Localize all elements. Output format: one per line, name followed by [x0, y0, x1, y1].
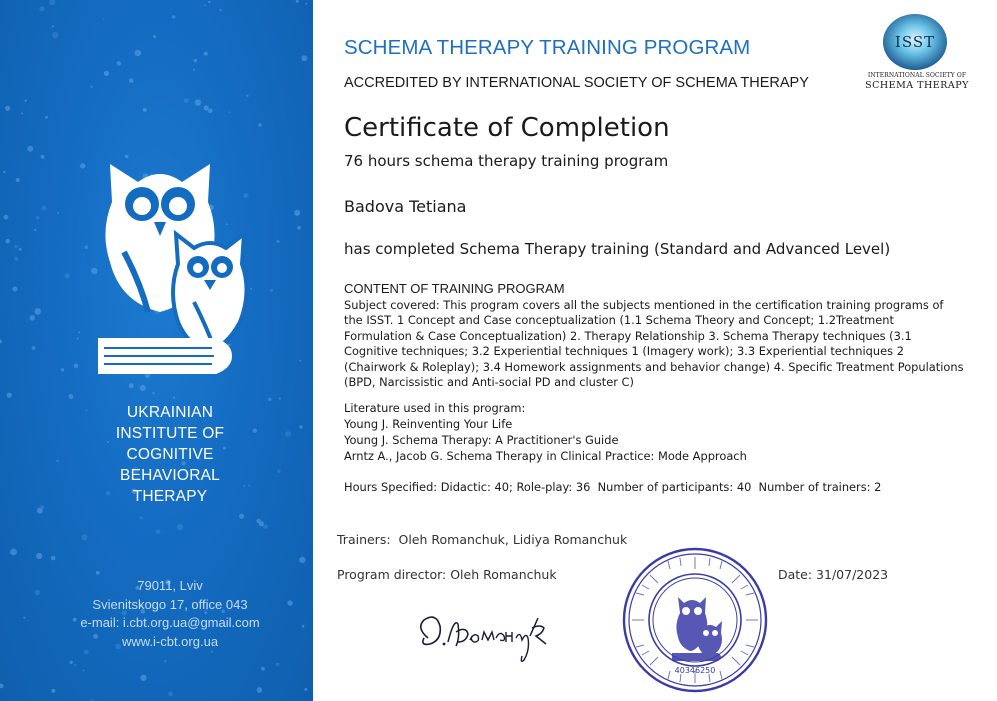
decorative-dot [305, 3, 307, 5]
decorative-dot [302, 625, 305, 628]
decorative-dot [70, 661, 73, 664]
decorative-dot [204, 5, 206, 7]
decorative-dot [21, 112, 23, 114]
decorative-dot [52, 25, 54, 27]
decorative-dot [193, 69, 195, 71]
decorative-dot [36, 216, 40, 220]
decorative-dot [41, 155, 45, 159]
decorative-dot [4, 215, 9, 220]
hours-specified: Hours Specified: Didactic: 40; Role-play: 36 Number of participants: 40 Number of trainers: 2 [344, 480, 882, 494]
decorative-dot [10, 549, 17, 556]
decorative-dot [49, 0, 55, 5]
decorative-dot [258, 123, 261, 126]
institute-name-line: COGNITIVE [126, 446, 214, 463]
institute-stamp [620, 545, 770, 695]
decorative-dot [41, 206, 46, 211]
contact-email: e-mail: i.cbt.org.ua@gmail.com [80, 615, 260, 630]
decorative-dot [304, 688, 307, 691]
literature-item: Young J. Reinventing Your Life [344, 417, 513, 431]
decorative-dot [61, 368, 64, 371]
decorative-dot [0, 684, 4, 689]
decorative-dot [152, 392, 154, 394]
decorative-dot [5, 239, 10, 244]
decorative-dot [297, 226, 301, 230]
decorative-dot [82, 534, 88, 540]
institute-name-line: BEHAVIORAL [120, 467, 220, 484]
decorative-dot [34, 229, 36, 231]
decorative-dot [96, 571, 100, 575]
program-title: SCHEMA THERAPY TRAINING PROGRAM [344, 36, 751, 59]
isst-abbr: ISST [894, 33, 936, 51]
decorative-dot [83, 670, 85, 672]
decorative-dot [168, 691, 173, 696]
decorative-dot [14, 245, 17, 248]
decorative-dot [117, 61, 121, 65]
decorative-dot [69, 394, 74, 399]
decorative-dot [279, 398, 281, 400]
decorative-dot [138, 384, 140, 386]
decorative-dot [35, 308, 42, 315]
decorative-dot [296, 0, 299, 3]
decorative-dot [39, 6, 44, 11]
decorative-dot [156, 530, 161, 535]
decorative-dot [299, 425, 302, 428]
decorative-dot [246, 95, 248, 97]
decorative-dot [299, 360, 301, 362]
decorative-dot [45, 116, 48, 119]
completion-statement: has completed Schema Therapy training (Standard and Advanced Level) [344, 240, 891, 258]
decorative-dot [140, 385, 146, 391]
decorative-dot [3, 171, 5, 173]
decorative-dot [143, 108, 147, 112]
literature-heading: Literature used in this program: [344, 401, 526, 415]
decorative-dot [16, 178, 20, 182]
isst-logo [858, 10, 976, 96]
isst-small-text: INTERNATIONAL SOCIETY OF [867, 72, 967, 79]
decorative-dot [204, 105, 209, 110]
decorative-dot [129, 383, 134, 388]
decorative-dot [259, 521, 264, 526]
decorative-dot [5, 106, 10, 111]
decorative-dot [57, 212, 59, 214]
decorative-dot [24, 100, 26, 102]
institute-contact [40, 577, 300, 651]
decorative-dot [65, 273, 70, 278]
decorative-dot [263, 524, 268, 529]
decorative-dot [85, 246, 88, 249]
institute-name [80, 402, 260, 507]
recipient-name: Badova Tetiana [344, 197, 467, 216]
decorative-dot [52, 32, 58, 38]
decorative-dot [129, 78, 134, 83]
decorative-dot [184, 98, 189, 103]
accreditation-line: ACCREDITED BY INTERNATIONAL SOCIETY OF SCHEMA THERAPY [344, 75, 809, 91]
program-director: Program director: Oleh Romanchuk [337, 567, 557, 582]
institute-name-line: UKRAINIAN [126, 404, 214, 421]
decorative-dot [239, 514, 244, 519]
director-signature [410, 598, 560, 668]
decorative-dot [276, 663, 280, 667]
decorative-dot [30, 315, 36, 321]
decorative-dot [257, 687, 263, 693]
decorative-dot [164, 660, 166, 662]
decorative-dot [261, 667, 265, 671]
decorative-dot [7, 393, 12, 398]
decorative-dot [103, 18, 105, 20]
decorative-dot [14, 257, 18, 261]
decorative-dot [208, 1, 211, 4]
trainers-line: Trainers: Oleh Romanchuk, Lidiya Romanchuk [337, 532, 628, 547]
decorative-dot [23, 617, 25, 619]
decorative-dot [80, 163, 85, 168]
decorative-dot [177, 524, 183, 530]
decorative-dot [74, 664, 77, 667]
literature-list [344, 400, 964, 464]
decorative-dot [12, 286, 17, 291]
literature-item: Young J. Schema Therapy: A Practitioner's Guide [344, 433, 619, 447]
institute-sidebar [0, 0, 313, 701]
decorative-dot [0, 340, 2, 344]
decorative-dot [302, 55, 308, 61]
institute-name-line: THERAPY [132, 488, 208, 505]
decorative-dot [268, 398, 271, 401]
decorative-dot [77, 338, 79, 340]
isst-big-text: SCHEMA THERAPY [865, 80, 969, 91]
decorative-dot [27, 146, 33, 152]
decorative-dot [36, 553, 42, 559]
decorative-dot [285, 431, 291, 437]
decorative-dot [91, 86, 93, 88]
decorative-dot [51, 556, 56, 561]
decorative-dot [172, 15, 175, 18]
owl-logo-icon [90, 152, 270, 382]
decorative-dot [74, 364, 79, 369]
decorative-dot [40, 505, 45, 510]
subjects-covered: Subject covered: This program covers all the subjects mentioned in the certification training programs of the ISST. 1 Concept and Case conceptualization (1.1 Schema Theory and Concept; 1.2Treatment Formulation & Case Conceptualization) 2. Therapy Relationship 3. Schema Therapy techniques (3.1 Cognitive techniques; 3.2 Experiential techniques 1 (Imagery work); 3.3 Experiential techniques 2 (Chairwork & Roleplay); 3.4 Homework assignments and behavior change) 4. Specific Treatment Populations (BPD, Narcissistic and Anti-social PD and cluster C) [344, 298, 964, 390]
decorative-dot [153, 35, 156, 38]
decorative-dot [56, 460, 59, 463]
decorative-dot [270, 289, 274, 293]
certificate-title: Certificate of Completion [344, 113, 670, 143]
decorative-dot [135, 50, 142, 57]
decorative-dot [299, 557, 305, 563]
address-city: 79011, Lviv [137, 578, 203, 593]
isst-globe-icon [881, 12, 949, 72]
decorative-dot [204, 52, 208, 56]
decorative-dot [140, 516, 143, 519]
decorative-dot [173, 397, 175, 399]
decorative-dot [51, 689, 55, 693]
decorative-dot [195, 99, 201, 105]
decorative-dot [32, 346, 36, 350]
literature-item: Arntz A., Jacob G. Schema Therapy in Clinical Practice: Mode Approach [344, 449, 747, 463]
decorative-dot [208, 108, 213, 113]
decorative-dot [104, 71, 109, 76]
decorative-dot [294, 210, 300, 216]
content-heading: CONTENT OF TRAINING PROGRAM [344, 281, 565, 296]
contact-website: www.i-cbt.org.ua [121, 633, 219, 649]
address-street: Svienitskogo 17, office 043 [92, 596, 248, 612]
certificate-subtitle: 76 hours schema therapy training program [344, 152, 669, 170]
decorative-dot [19, 248, 22, 251]
certificate-date: Date: 31/07/2023 [778, 567, 889, 582]
decorative-dot [140, 675, 146, 681]
decorative-dot [194, 59, 198, 63]
decorative-dot [219, 9, 221, 11]
decorative-dot [277, 469, 280, 472]
decorative-dot [78, 331, 80, 333]
decorative-dot [228, 111, 230, 113]
institute-name-line: INSTITUTE OF [115, 425, 225, 442]
stamp-id: 40346250 [674, 666, 716, 675]
decorative-dot [277, 240, 280, 243]
